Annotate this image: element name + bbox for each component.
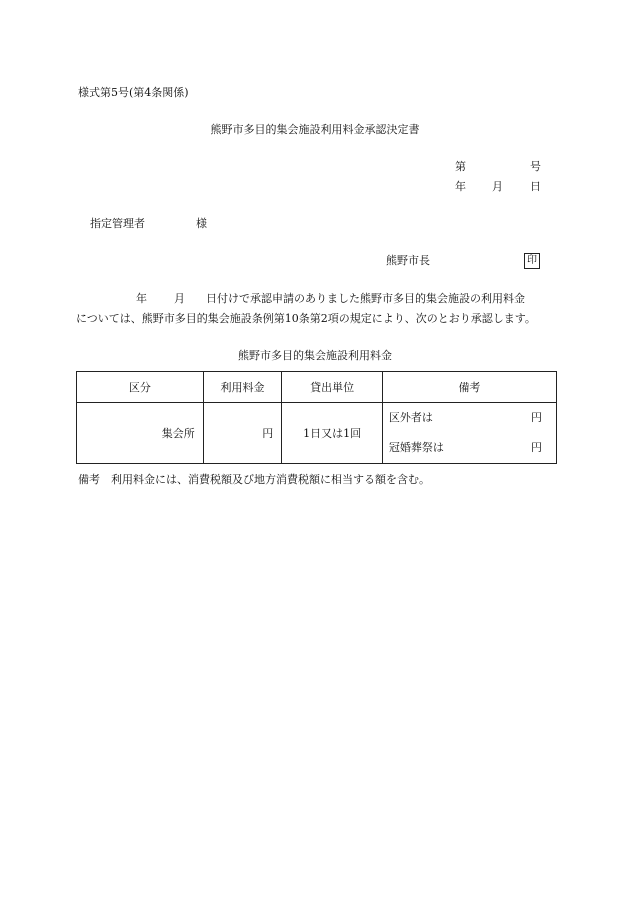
seal-stamp: 印 (524, 253, 540, 269)
cell-rental-unit: 1日又は1回 (282, 403, 383, 464)
date-month: 月 (492, 180, 503, 193)
cell-notes (382, 403, 556, 464)
table-row (77, 403, 557, 464)
note-ceremony: 冠婚葬祭は 円 (388, 441, 542, 454)
note-outside-district: 区外者は 円 (388, 411, 542, 424)
header-notes: 備考 (382, 372, 556, 403)
date-day: 日 (530, 180, 541, 193)
doc-number-suffix: 号 (530, 160, 541, 173)
date-year: 年 (455, 180, 466, 193)
body-date-year: 年 (136, 292, 147, 305)
addressee-label: 指定管理者 (90, 217, 145, 230)
header-category: 区分 (77, 372, 204, 403)
addressee-honorific: 様 (196, 217, 207, 230)
doc-number-prefix: 第 (455, 160, 466, 173)
body-date-month: 月 (174, 292, 185, 305)
header-rental-unit: 貸出単位 (282, 372, 383, 403)
cell-category: 集会所 (77, 403, 204, 464)
issuer-title: 熊野市長 (386, 254, 430, 267)
body-text-line1: 日付けで承認申請のありました熊野市多目的集会施設の利用料金 (206, 292, 525, 305)
body-text-line2: については、熊野市多目的集会施設条例第10条第2項の規定により、次のとおり承認します。 (76, 312, 536, 325)
document-title: 熊野市多目的集会施設利用料金承認決定書 (210, 123, 420, 136)
table-caption: 熊野市多目的集会施設利用料金 (238, 349, 392, 362)
footnote: 備考 利用料金には、消費税額及び地方消費税額に相当する額を含む。 (78, 473, 430, 486)
cell-fee: 円 (203, 403, 281, 464)
form-number: 様式第5号(第4条関係) (78, 86, 189, 99)
table-header-row (77, 372, 557, 403)
fee-table (76, 371, 557, 464)
header-fee: 利用料金 (203, 372, 281, 403)
